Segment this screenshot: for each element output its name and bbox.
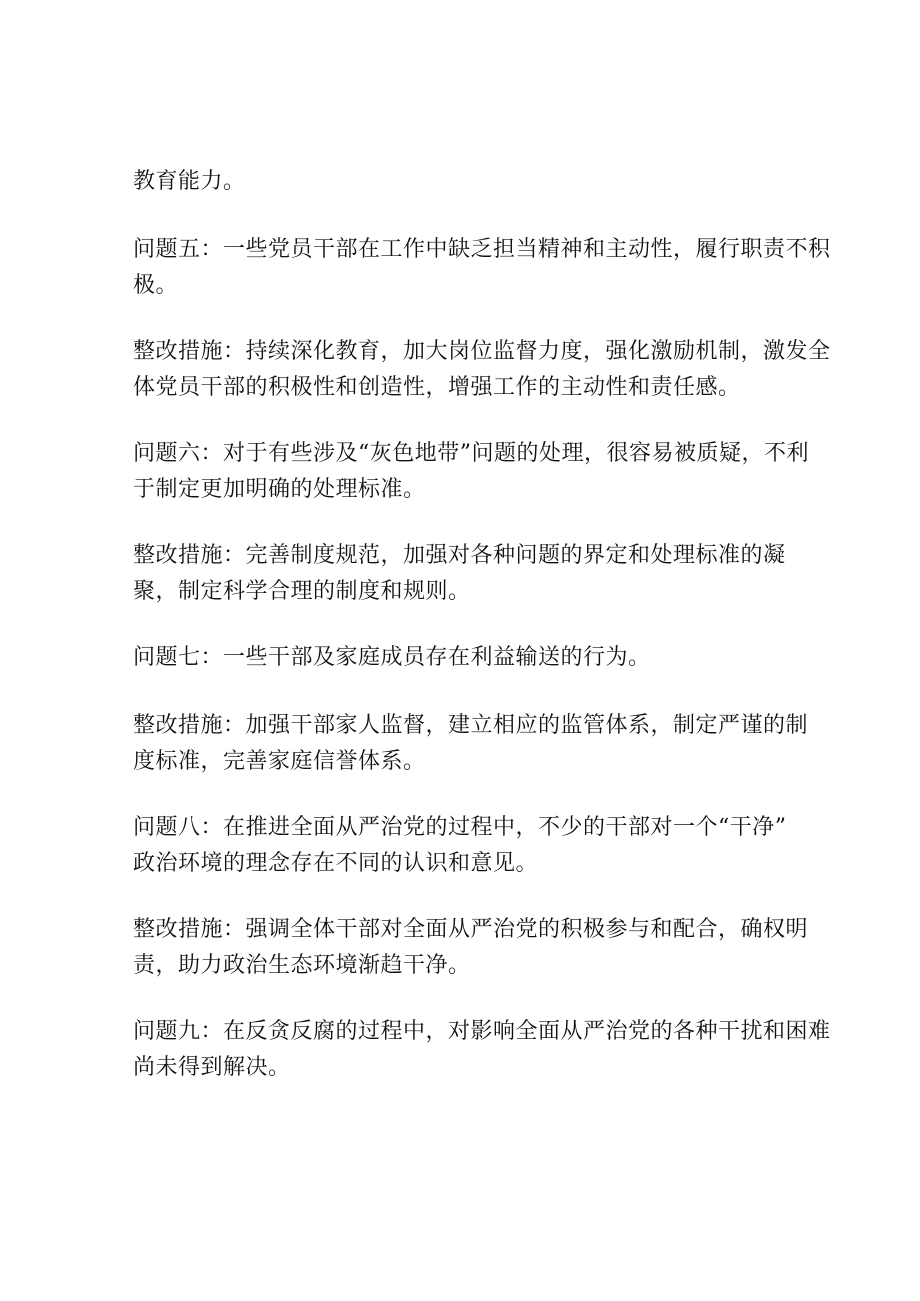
paragraph-measure-6 — [133, 538, 798, 610]
text-line: 问题八：在推进全面从严治党的过程中，不少的干部对一个“干净” — [133, 815, 787, 840]
paragraph-problem-7 — [133, 640, 798, 676]
text-line: 问题五：一些党员干部在工作中缺乏担当精神和主动性，履行职责不积 — [133, 237, 831, 262]
text-line: 体党员干部的积极性和创造性，增强工作的主动性和责任感。 — [133, 375, 741, 400]
text-line: 极。 — [133, 273, 179, 298]
text-line: 政治环境的理念存在不同的认识和意见。 — [133, 851, 539, 876]
text-line: 尚未得到解决。 — [133, 1055, 291, 1080]
paragraph-measure-5 — [133, 334, 831, 406]
text-line: 度标准，完善家庭信誉体系。 — [133, 749, 426, 774]
text-line: 问题九：在反贪反腐的过程中，对影响全面从严治党的各种干扰和困难 — [133, 1019, 831, 1044]
text-line: 整改措施：完善制度规范，加强对各种问题的界定和处理标准的凝 — [133, 543, 786, 568]
paragraph-problem-5 — [133, 232, 831, 304]
paragraph-measure-7 — [133, 708, 809, 780]
text-line: 责，助力政治生态环境渐趋干净。 — [133, 953, 471, 978]
paragraph-intro-tail — [133, 164, 798, 200]
paragraph-problem-6 — [133, 436, 809, 508]
text-line: 整改措施：持续深化教育，加大岗位监督力度，强化激励机制，激发全 — [133, 339, 831, 364]
text-line: 于制定更加明确的处理标准。 — [133, 477, 426, 502]
text-line: 整改措施：强调全体干部对全面从严治党的积极参与和配合，确权明 — [133, 917, 809, 942]
paragraph-problem-8 — [133, 810, 798, 882]
text-line: 整改措施：加强干部家人监督，建立相应的监管体系，制定严谨的制 — [133, 713, 809, 738]
text-line: 聚，制定科学合理的制度和规则。 — [133, 579, 471, 604]
text-line: 问题七：一些干部及家庭成员存在利益输送的行为。 — [133, 645, 651, 670]
text-line: 教育能力。 — [133, 169, 246, 194]
text-line: 问题六：对于有些涉及“灰色地带”问题的处理，很容易被质疑，不利 — [133, 441, 809, 466]
paragraph-measure-8 — [133, 912, 809, 984]
paragraph-problem-9 — [133, 1014, 831, 1086]
